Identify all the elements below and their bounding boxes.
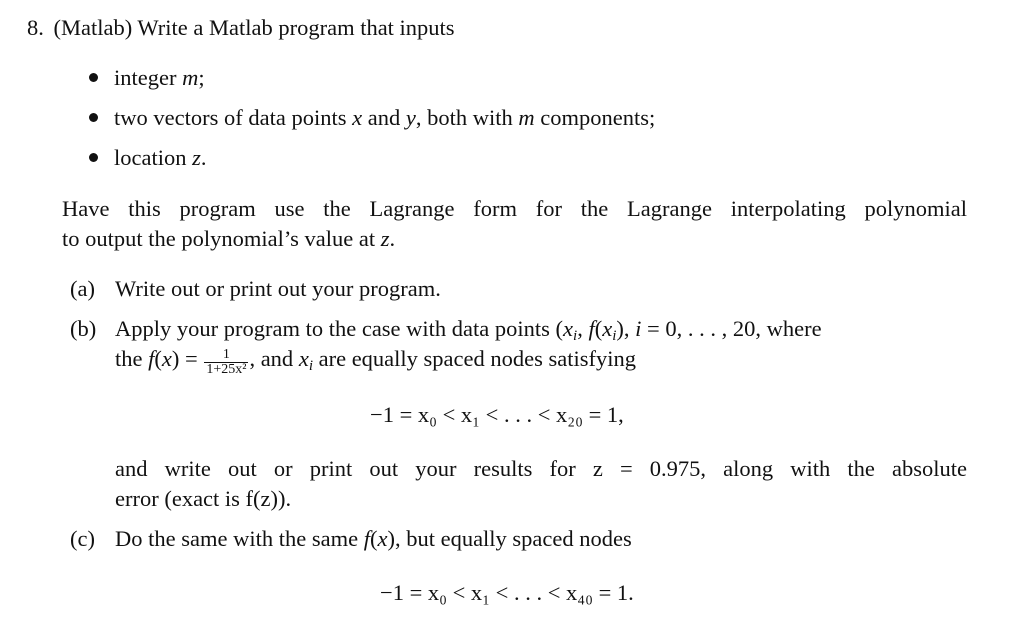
fraction-runge: $\frac{1}{\text{1+25x²}}$ xyxy=(206,347,247,377)
description-line-2: to output the polynomial’s value at z. xyxy=(62,226,396,251)
part-b-line-2: the f(x) = $\frac{1}{\text{1+25x²}}$ , and $x_i$ are equally spaced nodes satisfying xyxy=(115,346,637,377)
part-b-line-1: Apply your program to the case with data points ($x_i$, $f(x_i)$, i = 0, . . . , 20, where xyxy=(115,316,822,344)
equation-nodes-20: −1 = x₀ < x₁ < . . . < x₂₀ = 1, xyxy=(370,402,624,427)
part-c-text: Do the same with the same f(x), but equally spaced nodes xyxy=(115,526,632,551)
input-item-vectors: two vectors of data points x and y, both with m components; xyxy=(114,105,656,130)
bullet-2 xyxy=(89,113,98,122)
part-c-label: (c) xyxy=(70,526,95,551)
problem-title: (Matlab) Write a Matlab program that inputs xyxy=(53,15,455,40)
input-item-integer: integer m; xyxy=(114,65,205,90)
part-a-text: Write out or print out your program. xyxy=(115,276,441,301)
part-b-label: (b) xyxy=(70,316,97,341)
problem-heading xyxy=(27,13,455,43)
bullet-3 xyxy=(89,153,98,162)
part-b-line-3: and write out or print out your results for z = 0.975, along with the absolute xyxy=(115,456,967,481)
input-item-location: location z. xyxy=(114,145,207,170)
problem-number: 8. xyxy=(27,15,44,40)
description-line-1: Have this program use the Lagrange form for the Lagrange interpolating polynomial xyxy=(62,196,967,221)
equation-nodes-40: −1 = x₀ < x₁ < . . . < x₄₀ = 1. xyxy=(380,580,634,605)
part-a-label: (a) xyxy=(70,276,95,301)
bullet-1 xyxy=(89,73,98,82)
part-b-line-4: error (exact is f(z)). xyxy=(115,486,292,511)
